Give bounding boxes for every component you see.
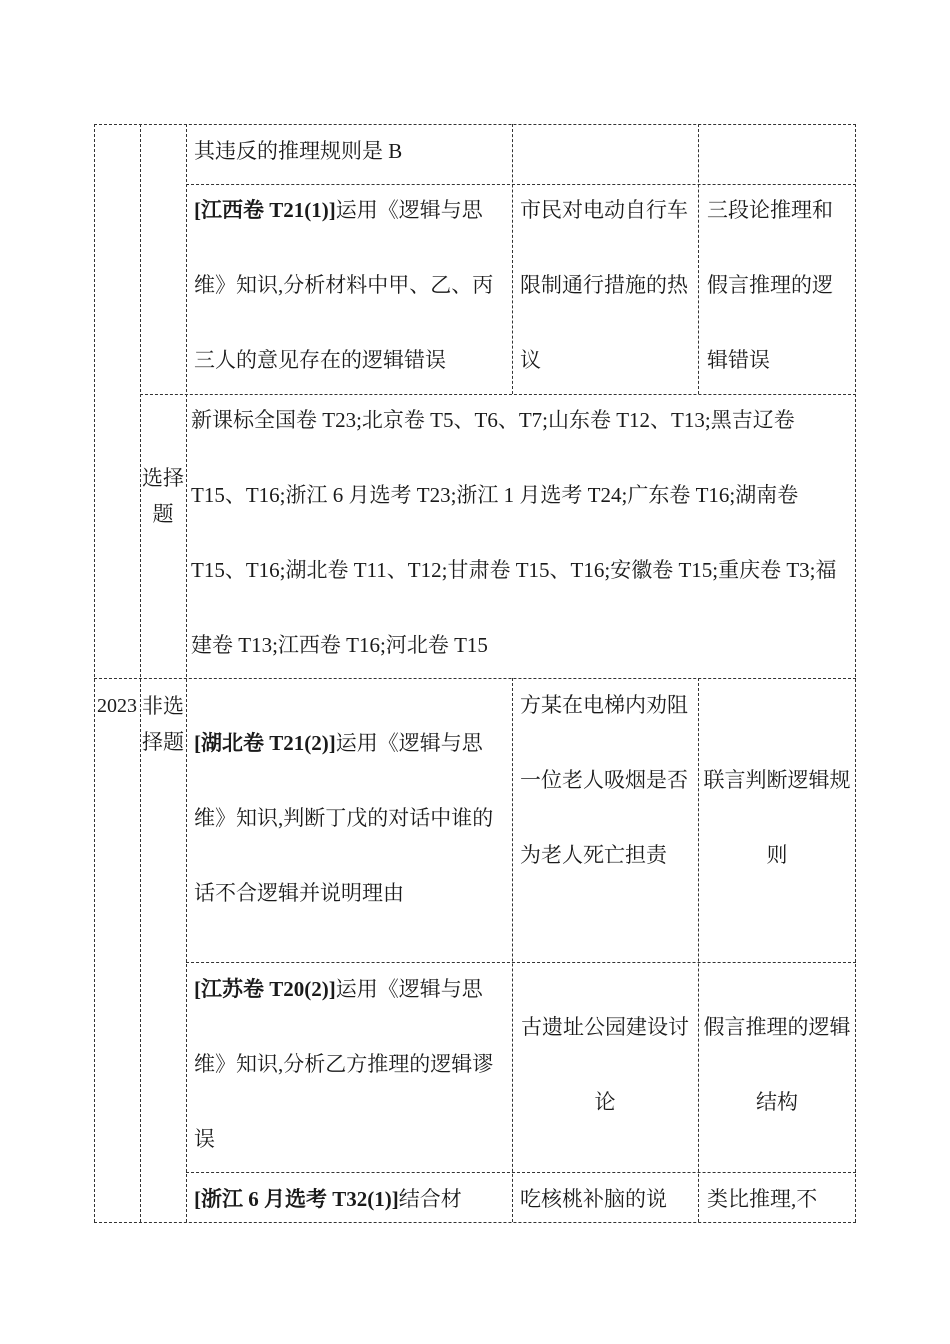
source-label: [浙江 6 月选考 T32(1)]	[194, 1187, 399, 1211]
col-divider	[698, 124, 699, 394]
topic-text: 结合材	[398, 1187, 462, 1211]
material-text: 古遗址公园建设讨论	[521, 1015, 689, 1114]
topic-text: 运用《逻辑与思维》知识,分析材料中甲、乙、丙三人的意见存在的逻辑错误	[194, 198, 494, 372]
source-label: [江苏卷 T20(2)]	[194, 977, 336, 1001]
topic-cell	[194, 1162, 508, 1237]
type-text: 选择题	[142, 466, 184, 526]
material-cell	[520, 173, 690, 398]
col-divider	[512, 124, 513, 394]
material-cell	[520, 1162, 690, 1237]
col-divider	[140, 124, 141, 1222]
type-cell	[140, 688, 186, 760]
table-border-right	[855, 124, 856, 1222]
topic-cell	[194, 706, 508, 931]
topic-cell	[194, 952, 508, 1177]
material-cell	[514, 990, 696, 1140]
knowledge-cell	[702, 990, 852, 1140]
topic-text: 运用《逻辑与思维》知识,判断丁戊的对话中谁的话不合逻辑并说明理由	[194, 731, 494, 905]
knowledge-text: 联言判断逻辑规则	[703, 768, 851, 867]
knowledge-text: 假言推理的逻辑结构	[703, 1015, 851, 1114]
knowledge-cell	[702, 743, 852, 893]
content-text: 新课标全国卷 T23;北京卷 T5、T6、T7;山东卷 T12、T13;黑吉辽卷 T15、T16;浙江 6 月选考 T23;浙江 1 月选考 T24;广东卷 T16;湖南卷 T15、T16;湖北卷 T11、T12;甘肃卷 T15、T16;安徽卷 T15;重庆卷 T3;福建卷 T13;江西卷 T16;河北卷 T15	[191, 408, 837, 657]
topic-cell	[194, 173, 508, 398]
topic-text: 其违反的推理规则是 B	[194, 139, 403, 163]
col-divider	[698, 678, 699, 1222]
year-text: 2023	[97, 695, 137, 717]
knowledge-cell	[707, 173, 852, 398]
type-cell	[140, 460, 186, 532]
year-cell	[94, 686, 140, 726]
material-text: 市民对电动自行车限制通行措施的热议	[520, 198, 688, 372]
knowledge-cell	[707, 1162, 852, 1237]
knowledge-text: 类比推理,不	[707, 1187, 818, 1211]
knowledge-text: 三段论推理和假言推理的逻辑错误	[707, 198, 833, 372]
col-divider	[186, 124, 187, 1222]
source-label: [湖北卷 T21(2)]	[194, 731, 336, 755]
material-cell	[520, 668, 690, 893]
material-text: 吃核桃补脑的说	[520, 1187, 667, 1211]
col-divider	[512, 678, 513, 1222]
table-border-left	[94, 124, 95, 1222]
source-label: [江西卷 T21(1)]	[194, 198, 336, 222]
type-text: 非选择题	[142, 694, 184, 754]
material-text: 方某在电梯内劝阻一位老人吸烟是否为老人死亡担责	[520, 693, 688, 867]
content-cell	[191, 383, 851, 683]
topic-text: 运用《逻辑与思维》知识,分析乙方推理的逻辑谬误	[194, 977, 494, 1151]
